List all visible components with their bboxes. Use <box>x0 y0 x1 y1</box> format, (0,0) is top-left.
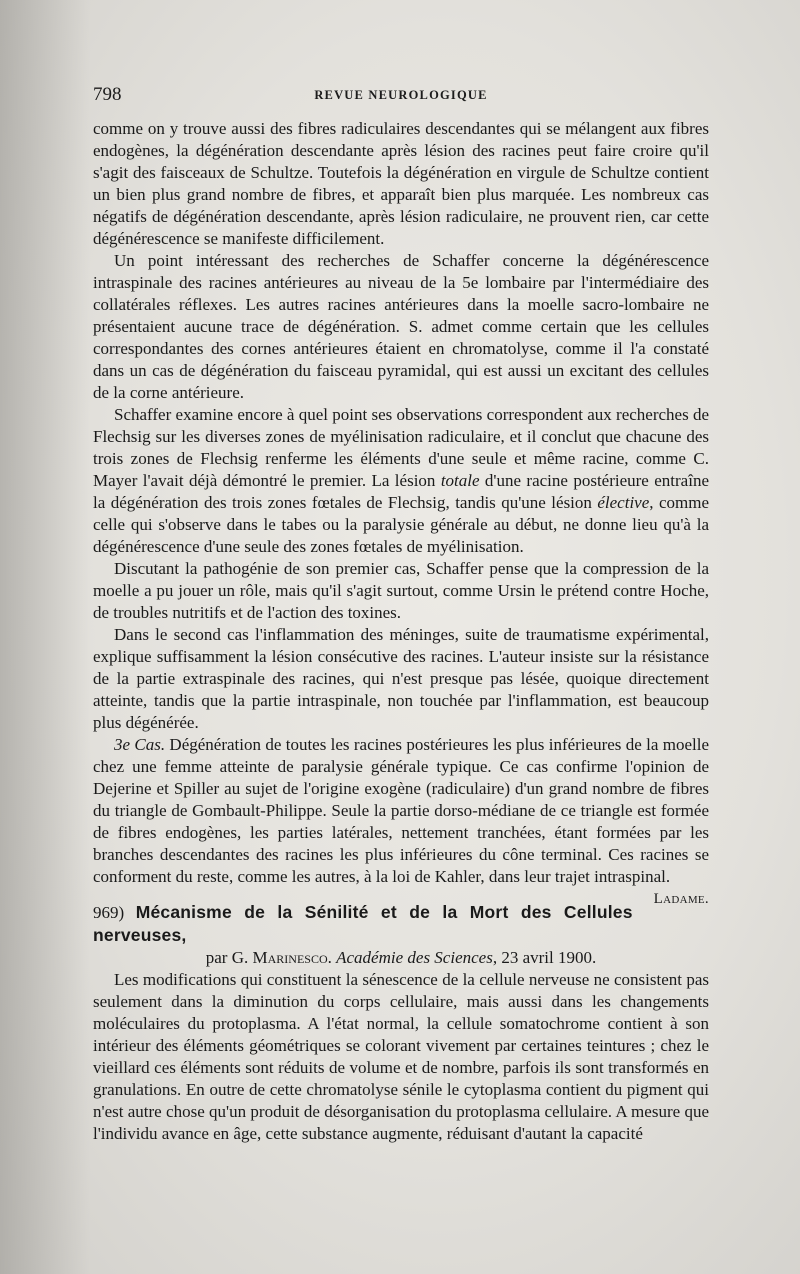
paragraph-2: Un point intéressant des recherches de Schaffer concerne la dégénérescence intraspinale des racines antérieures au niveau de la 5e lombaire par l'intermédiaire des collatérales réflexes. Les autres racines antérieures dans la moelle sacro-lombaire ne présentaient aucune trace de dégénération. S. admet comme certain que les cellules correspondantes des cornes antérieures étaient en chromatolyse, comme il l'a constaté dans un cas de dégénération du faisceau pyramidal, qui est aussi un excitant des cellules de la corne antérieure. <box>93 251 709 402</box>
paragraph-4: Discutant la pathogénie de son premier cas, Schaffer pense que la compression de la moelle a pu jouer un rôle, mais qu'il s'agit surtout, comme Ursin le prétend contre Hoche, de troubles nutritifs et de l'action des toxines. <box>93 559 709 622</box>
paragraph-3 <box>93 404 709 558</box>
entry-paragraph: Les modifications qui constituent la sénescence de la cellule nerveuse ne consistent pas seulement dans la diminution du corps cellulaire, mais aussi dans les changements moléculaires du protoplasma. A l'état normal, la cellule somatochrome contient à son intérieur des éléments géométriques se colorant vivement par certaines teintures ; chez le vieillard ces éléments sont réduits de volume et de nombre, parfois ils sont transformés en granulations. En outre de cette chromatolyse sénile le cytoplasma contient du pigment qui n'est autre chose qu'un produit de désorganisation du protoplasma cellulaire. A mesure que l'individu avance en âge, cette substance augmente, réduisant d'autant la capacité <box>93 970 709 1143</box>
body-text <box>93 118 709 1145</box>
italic-totale: totale <box>440 471 480 490</box>
entry-title-line <box>93 901 709 947</box>
byline-separator: . <box>327 948 337 967</box>
byline-prefix: par G. <box>205 948 253 967</box>
paragraph-3-part-1: Schaffer examine encore à quel point ses observations correspondent aux recherches de Flechsig sur les diverses zones de myélinisation radiculaire, et il conclut que chacune des trois zones de Flechsig renferme les éléments d'une seule et même racine, comme C. Mayer l'avait déjà démontré le premier. La lésion <box>93 405 709 490</box>
running-head: REVUE NEUROLOGIQUE <box>314 88 488 102</box>
paragraph-6 <box>93 734 710 907</box>
page-number: 798 <box>93 84 122 105</box>
author-signature: Ladame. <box>653 891 709 907</box>
paragraph-6-text: Dégénération de toutes les racines postérieures les plus inférieures de la moelle chez une femme atteinte de paralysie générale typique. Ce cas confirme l'opinion de Dejerine et Spiller au sujet de l'origine exogène (radiculaire) d'un grand nombre de fibres du triangle de Gombault-Philippe. Seule la partie dorso-médiane de ce triangle est formée de fibres endogènes, les parties latérales, nettement tranchées, étant formées par les branches descendantes des racines les plus inférieures du cône terminal. Ces racines se conforment du reste, comme les autres, à la loi de Kahler, dans leur trajet intraspinal. <box>93 735 710 886</box>
entry-title: Mécanisme de la Sénilité et de la Mort des Cellules nerveuses, <box>93 902 633 945</box>
paragraph-1: comme on y trouve aussi des fibres radiculaires descendantes qui se mélangent aux fibres endogènes, la dégénération descendante après lésion des racines peut faire croire qu'il s'agit des faisceaux de Schultze. Toutefois la dégénération en virgule de Schultze contient un bien plus grand nombre de fibres, et apparaît bien plus marquée. Les nombreux cas négatifs de dégénération descendante, après lésion radiculaire, ne prouvent rien, car cette dégénérescence se manifeste difficilement. <box>93 119 709 248</box>
entry-date: , 23 avril 1900. <box>492 948 597 967</box>
entry-byline <box>93 947 709 969</box>
entry-source: Académie des Sciences <box>336 948 493 967</box>
entry-author: Marinesco <box>252 948 328 967</box>
entry-heading <box>93 901 709 969</box>
paragraph-3-part-2: d'une racine postérieure entraîne la dégénération des trois zones fœtales de Flechsig, tandis qu'une lésion <box>93 471 709 512</box>
italic-elective: élective <box>597 493 650 512</box>
entry-number: 969) <box>93 903 125 922</box>
page-header <box>93 84 709 108</box>
paragraph-3-part-3: , comme celle qui s'observe dans le tabes ou la paralysie générale au début, ne donne lieu qu'à la dégénérescence d'une seule des zones fœtales de myélinisation. <box>93 493 709 556</box>
paragraph-5: Dans le second cas l'inflammation des méninges, suite de traumatisme expérimental, explique suffisamment la lésion consécutive des racines. L'auteur insiste sur la résistance de la partie extraspinale des racines, qui n'est presque pas lésée, quoique directement atteinte, tandis que la partie intraspinale, non touchée par l'inflammation, est beaucoup plus dégénérée. <box>93 625 709 732</box>
case-label: 3e Cas. <box>114 735 166 754</box>
